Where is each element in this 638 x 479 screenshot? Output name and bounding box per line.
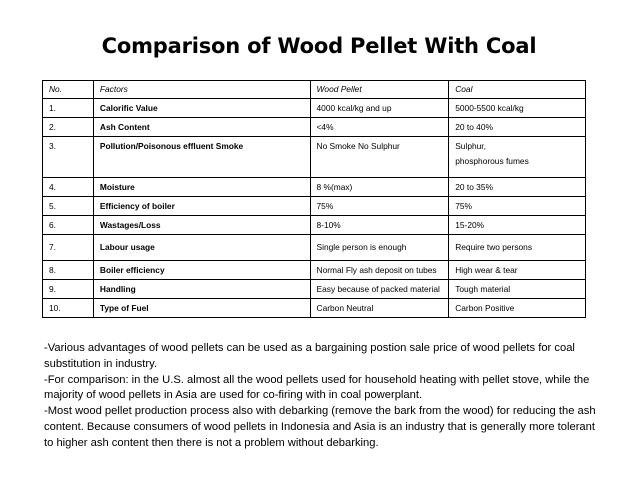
table-row (43, 261, 586, 280)
row-factor: Labour usage (93, 235, 310, 261)
table-row (43, 118, 586, 137)
row-wood-pellet: 8 %(max) (310, 178, 449, 197)
row-no: 1. (43, 99, 94, 118)
row-wood-pellet: Single person is enough (310, 235, 449, 261)
row-no: 5. (43, 197, 94, 216)
table-row (43, 197, 586, 216)
row-factor: Moisture (93, 178, 310, 197)
row-factor: Calorific Value (93, 99, 310, 118)
row-no: 3. (43, 137, 94, 178)
row-coal: 20 to 40% (449, 118, 586, 137)
row-no: 9. (43, 280, 94, 299)
row-coal: 5000-5500 kcal/kg (449, 99, 586, 118)
row-coal (449, 137, 586, 178)
row-factor: Boiler efficiency (93, 261, 310, 280)
comparison-table (42, 80, 586, 318)
header-no: No. (43, 81, 94, 99)
row-no: 8. (43, 261, 94, 280)
row-factor: Type of Fuel (93, 299, 310, 318)
row-wood-pellet: 4000 kcal/kg and up (310, 99, 449, 118)
header-wood-pellet: Wood Pellet (310, 81, 449, 99)
row-factor: Efficiency of boiler (93, 197, 310, 216)
row-coal: Carbon Positive (449, 299, 586, 318)
table-row (43, 178, 586, 197)
row-coal: High wear & tear (449, 261, 586, 280)
row-coal: 15-20% (449, 216, 586, 235)
row-factor: Pollution/Poisonous effluent Smoke (93, 137, 310, 178)
row-coal: 20 to 35% (449, 178, 586, 197)
page-title: Comparison of Wood Pellet With Coal (101, 34, 537, 58)
table-row (43, 216, 586, 235)
note-paragraph: -For comparison: in the U.S. almost all the wood pellets used for household heating with pellet stove, while the majority of wood pellets in Asia are used for co-firing with in coal powerplant. (44, 373, 590, 402)
note-paragraph: -Various advantages of wood pellets can be used as a bargaining postion sale price of wood pellets for coal substitution in industry. (44, 342, 575, 370)
note-paragraph: -Most wood pellet production process also with debarking (remove the bark from the wood) for reducing the ash content. Because consumers of wood pellets in Indonesia and Asia is an industry that is generally more tolerant to higher ash content then there is not a problem without debarking. (44, 405, 596, 449)
row-coal-line: phosphorous fumes (455, 155, 529, 166)
row-wood-pellet: 8-10% (310, 216, 449, 235)
row-no: 10. (43, 299, 94, 318)
row-coal: Tough material (449, 280, 586, 299)
row-no: 4. (43, 178, 94, 197)
table-row (43, 280, 586, 299)
table-row (43, 99, 586, 118)
row-coal-line: Sulphur, (455, 141, 486, 151)
table-header-row (43, 81, 586, 99)
row-factor: Wastages/Loss (93, 216, 310, 235)
row-coal: Require two persons (449, 235, 586, 261)
table-row (43, 235, 586, 261)
row-wood-pellet: Easy because of packed material (310, 280, 449, 299)
row-wood-pellet: Normal Fly ash deposit on tubes (310, 261, 449, 280)
table-row (43, 299, 586, 318)
row-no: 2. (43, 118, 94, 137)
row-factor: Handling (93, 280, 310, 299)
row-no: 6. (43, 216, 94, 235)
table-row (43, 137, 586, 178)
header-coal: Coal (449, 81, 586, 99)
row-wood-pellet: 75% (310, 197, 449, 216)
row-wood-pellet: Carbon Neutral (310, 299, 449, 318)
row-wood-pellet: No Smoke No Sulphur (310, 137, 449, 178)
notes-section (44, 341, 604, 452)
header-factors: Factors (93, 81, 310, 99)
row-coal: 75% (449, 197, 586, 216)
row-wood-pellet: <4% (310, 118, 449, 137)
row-factor: Ash Content (93, 118, 310, 137)
row-no: 7. (43, 235, 94, 261)
